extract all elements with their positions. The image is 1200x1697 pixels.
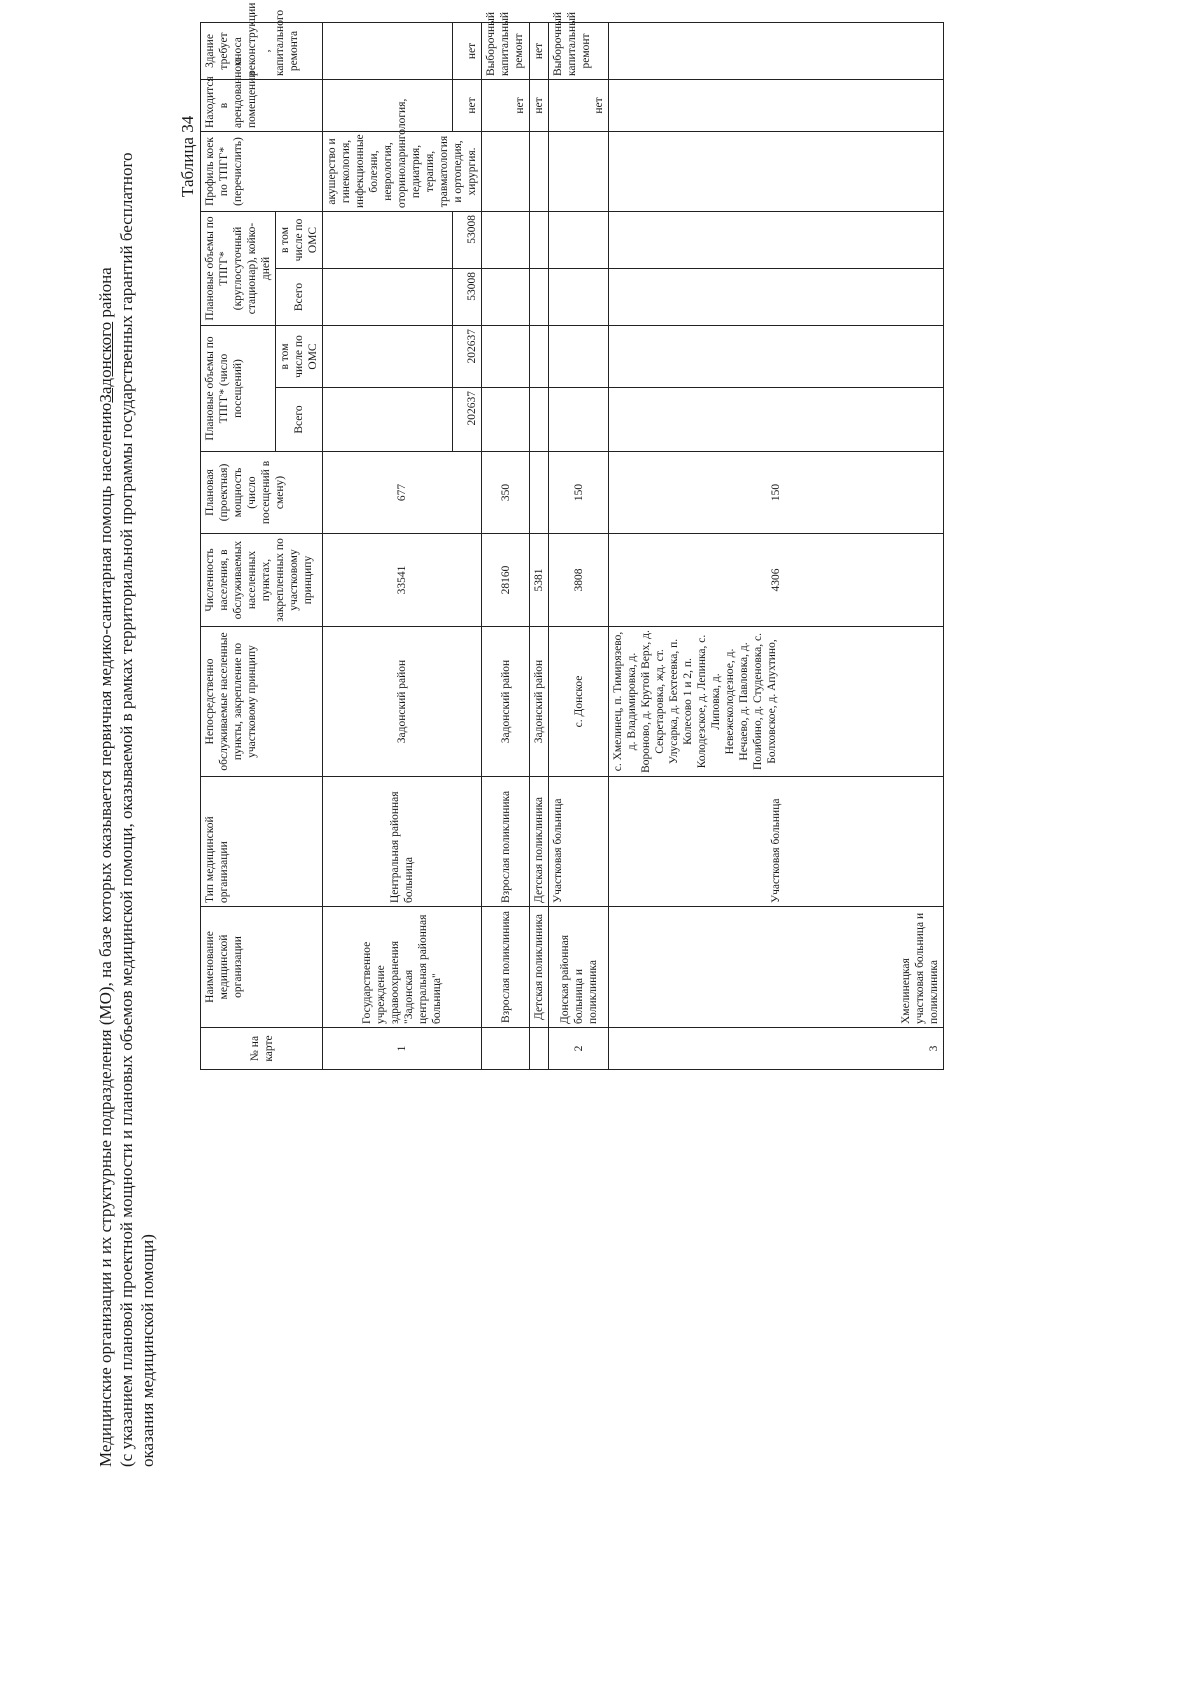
cell-beds-oms bbox=[609, 211, 944, 268]
header-type: Тип медицинской организации bbox=[201, 777, 323, 907]
header-visits-total: Всего bbox=[276, 388, 323, 452]
cell-profile bbox=[549, 131, 609, 211]
header-row bbox=[201, 22, 276, 1069]
cell-population: 28160 bbox=[482, 534, 530, 627]
title-district: Задонского bbox=[96, 321, 115, 403]
header-rented: Находится в арендованном помещении bbox=[201, 79, 323, 131]
header-beds-total: Всего bbox=[276, 269, 323, 326]
table-row bbox=[323, 22, 453, 1069]
header-beds-oms: в том числе по ОМС bbox=[276, 211, 323, 268]
header-repair: Здание требует сноса реконструкции , капитального ремонта bbox=[201, 22, 323, 79]
cell-visits-oms bbox=[482, 326, 530, 388]
cell-profile bbox=[482, 131, 530, 211]
title-line2: (с указанием плановой проектной мощности и плановых объемов медицинской помощи, оказываемой в рамках территориальной программы государственных гарантий бесплатного bbox=[117, 152, 136, 1467]
header-population: Численность населения, в обслуживаемых населенных пунктах, закрепленных по участковому принципу bbox=[201, 534, 323, 627]
cell-points: Задонский район bbox=[323, 627, 482, 777]
cell-beds-total bbox=[482, 269, 530, 326]
cell-population: 33541 bbox=[323, 534, 482, 627]
cell-num: 1 bbox=[323, 1028, 482, 1070]
cell-rented bbox=[323, 79, 453, 131]
cell-type: Детская поликлиника bbox=[530, 777, 549, 907]
cell-beds-total bbox=[609, 269, 944, 326]
cell-beds-oms bbox=[323, 211, 453, 268]
cell-visits-total bbox=[530, 388, 549, 452]
cell-capacity: 350 bbox=[482, 452, 530, 534]
cell-rented: нет bbox=[482, 79, 530, 131]
cell-beds-total: 53008 bbox=[452, 269, 481, 326]
cell-points: с. Хмелинец, п. Тимирязево, д. Владимировка, д. Вороново, д. Крутой Верх, д. Секретаровка, жд. ст. Улусарка, д. Бехтеевка, п. Колесово 1 и 2, п. Колодезское, д. Лепинка, с. Липовка, д. Невежеколодезное, д. Нечаево, д. Павловка, д. Полибино, д. Студеновка, с. Болховское, д. Апухтино, bbox=[609, 627, 944, 777]
cell-capacity: 677 bbox=[323, 452, 482, 534]
cell-num: 3 bbox=[609, 1028, 944, 1070]
cell-visits-total bbox=[482, 388, 530, 452]
table-row bbox=[482, 22, 530, 1069]
cell-profile: акушерство и гинекология, инфекционные болезни, неврология, оториноларингология, педиатрия, терапия, травматология и ортопедия, хирургия. bbox=[323, 131, 482, 211]
cell-population: 5381 bbox=[530, 534, 549, 627]
cell-beds-oms bbox=[530, 211, 549, 268]
cell-beds-oms: 53008 bbox=[452, 211, 481, 268]
cell-repair bbox=[609, 22, 944, 79]
cell-repair: нет bbox=[530, 22, 549, 79]
header-visits-oms: в том числе по ОМС bbox=[276, 326, 323, 388]
table-row bbox=[530, 22, 549, 1069]
cell-type: Центральная районная больница bbox=[323, 777, 482, 907]
cell-profile bbox=[609, 131, 944, 211]
cell-repair: нет bbox=[452, 22, 481, 79]
title-line1: Медицинские организации и их структурные подразделения (МО), на базе которых оказывается первичная медико-санитарная помощь населению bbox=[96, 402, 115, 1467]
facilities-table bbox=[200, 2, 944, 1070]
cell-visits-total bbox=[609, 388, 944, 452]
header-name: Наименование медицинской организации bbox=[201, 907, 323, 1028]
cell-visits-total bbox=[549, 388, 609, 452]
cell-repair: Выборочный капитальный ремонт bbox=[482, 22, 530, 79]
cell-num bbox=[530, 1028, 549, 1070]
document-title bbox=[95, 67, 158, 1467]
cell-beds-total bbox=[530, 269, 549, 326]
cell-type: Взрослая поликлиника bbox=[482, 777, 530, 907]
cell-repair bbox=[323, 22, 453, 79]
cell-name: Донская районная больница и поликлиника bbox=[549, 907, 609, 1028]
cell-beds-total bbox=[549, 269, 609, 326]
header-points: Непосредственно обслуживаемые населенные пункты, закрепление по участковому принципу bbox=[201, 627, 323, 777]
cell-visits-oms bbox=[549, 326, 609, 388]
cell-visits-oms bbox=[323, 326, 453, 388]
cell-points: с. Донское bbox=[549, 627, 609, 777]
table-row bbox=[549, 22, 609, 1069]
cell-population: 3808 bbox=[549, 534, 609, 627]
cell-visits-oms bbox=[530, 326, 549, 388]
cell-visits-total: 202637 bbox=[452, 388, 481, 452]
cell-rented bbox=[609, 79, 944, 131]
cell-type: Участковая больница bbox=[549, 777, 609, 907]
cell-profile bbox=[530, 131, 549, 211]
table-row bbox=[609, 22, 944, 1069]
cell-visits-oms: 202637 bbox=[452, 326, 481, 388]
cell-visits-oms bbox=[609, 326, 944, 388]
cell-rented: нет bbox=[549, 79, 609, 131]
cell-beds-total bbox=[323, 269, 453, 326]
header-capacity: Плановая (проектная) мощность (число посещений в смену) bbox=[201, 452, 323, 534]
cell-beds-oms bbox=[549, 211, 609, 268]
header-beds-group: Плановые объемы по ТПГГ* (круглосуточный стационар), койко-дней bbox=[201, 211, 276, 325]
cell-rented: нет bbox=[530, 79, 549, 131]
cell-num bbox=[482, 1028, 530, 1070]
cell-name: Государственное учреждение здравоохранения "Задонская центральная районная больница" bbox=[323, 907, 482, 1028]
header-profile: Профиль коек по ТПГГ* (перечислить) bbox=[201, 131, 323, 211]
title-line1-end: района bbox=[96, 267, 115, 322]
cell-rented: нет bbox=[452, 79, 481, 131]
cell-population: 4306 bbox=[609, 534, 944, 627]
cell-points: Задонский район bbox=[530, 627, 549, 777]
cell-capacity: 150 bbox=[609, 452, 944, 534]
cell-capacity bbox=[530, 452, 549, 534]
cell-beds-oms bbox=[482, 211, 530, 268]
header-visits-group: Плановые объемы по ТПГГ* (число посещений) bbox=[201, 326, 276, 452]
header-num: № на карте bbox=[201, 1028, 323, 1070]
cell-type: Участковая больница bbox=[609, 777, 944, 907]
cell-name: Взрослая поликлиника bbox=[482, 907, 530, 1028]
title-line3: оказания медицинской помощи) bbox=[138, 1234, 157, 1467]
cell-num: 2 bbox=[549, 1028, 609, 1070]
cell-capacity: 150 bbox=[549, 452, 609, 534]
cell-visits-total bbox=[323, 388, 453, 452]
table-number: Таблица 34 bbox=[178, 115, 197, 197]
cell-name: Детская поликлиника bbox=[530, 907, 549, 1028]
cell-repair: Выборочный капитальный ремонт bbox=[549, 22, 609, 79]
cell-name: Хмелинецкая участковая больница и поликлиника bbox=[609, 907, 944, 1028]
cell-points: Задонский район bbox=[482, 627, 530, 777]
